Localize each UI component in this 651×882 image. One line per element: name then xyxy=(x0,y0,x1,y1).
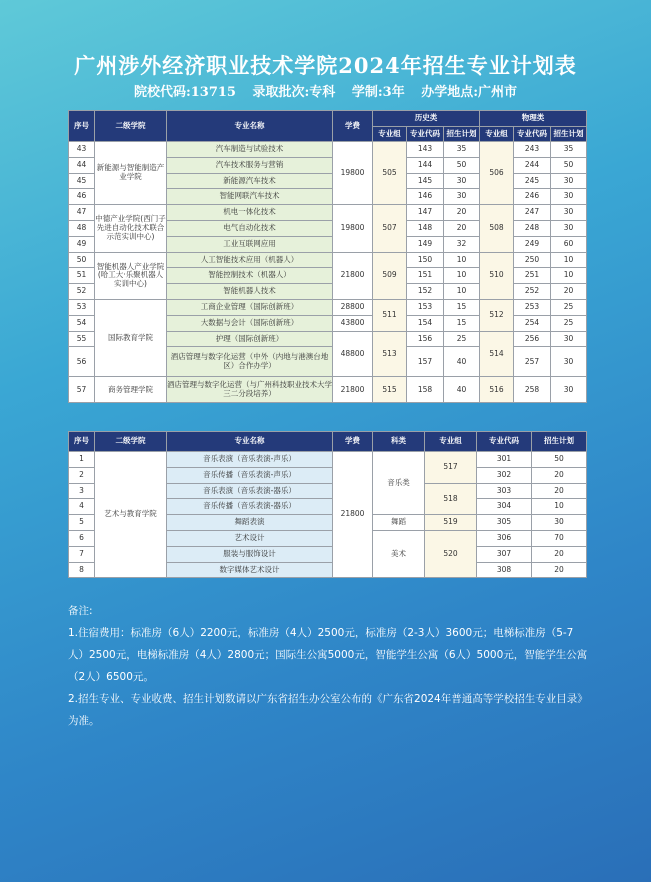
seq-cell: 45 xyxy=(69,173,95,189)
physics-code-cell: 249 xyxy=(514,236,551,252)
history-plan-cell: 20 xyxy=(444,205,480,221)
physics-code-cell: 254 xyxy=(514,315,551,331)
history-code-cell: 144 xyxy=(407,157,444,173)
physics-group-cell: 514 xyxy=(480,331,514,377)
fee-cell: 28800 xyxy=(333,299,373,315)
admission-batch: 录取批次:专科 xyxy=(252,85,336,100)
major-cell: 舞蹈表演 xyxy=(167,515,333,531)
seq-cell: 46 xyxy=(69,189,95,205)
history-code-cell: 153 xyxy=(407,299,444,315)
major-cell: 机电一体化技术 xyxy=(167,205,333,221)
seq-cell: 52 xyxy=(69,284,95,300)
group-cell: 519 xyxy=(425,515,477,531)
seq-cell: 4 xyxy=(69,499,95,515)
seq-cell: 51 xyxy=(69,268,95,284)
major-cell: 音乐表演（音乐表演-器乐） xyxy=(167,483,333,499)
physics-plan-cell: 50 xyxy=(551,157,587,173)
seq-cell: 54 xyxy=(69,315,95,331)
major-cell: 数字媒体艺术设计 xyxy=(167,562,333,578)
seq-cell: 5 xyxy=(69,515,95,531)
header-college: 二级学院 xyxy=(95,432,167,452)
history-plan-cell: 15 xyxy=(444,299,480,315)
history-plan-cell: 20 xyxy=(444,220,480,236)
school-code: 院校代码:13715 xyxy=(133,85,236,100)
physics-plan-cell: 30 xyxy=(551,173,587,189)
history-group-cell: 515 xyxy=(373,377,407,403)
study-duration: 学制:3年 xyxy=(351,85,405,100)
header-group: 专业组 xyxy=(425,432,477,452)
code-cell: 307 xyxy=(477,546,532,562)
code-cell: 302 xyxy=(477,467,532,483)
physics-plan-cell: 30 xyxy=(551,331,587,347)
history-plan-cell: 15 xyxy=(444,315,480,331)
college-cell: 商务管理学院 xyxy=(95,377,167,403)
header-history-group: 专业组 xyxy=(373,127,407,142)
history-group-cell: 513 xyxy=(373,331,407,377)
history-code-cell: 156 xyxy=(407,331,444,347)
header-history-plan: 招生计划 xyxy=(444,127,480,142)
header-college: 二级学院 xyxy=(95,111,167,142)
seq-cell: 7 xyxy=(69,546,95,562)
major-cell: 电气自动化技术 xyxy=(167,220,333,236)
physics-plan-cell: 60 xyxy=(551,236,587,252)
history-code-cell: 145 xyxy=(407,173,444,189)
history-plan-cell: 40 xyxy=(444,347,480,377)
history-plan-cell: 35 xyxy=(444,142,480,158)
group-cell: 518 xyxy=(425,483,477,515)
code-cell: 305 xyxy=(477,515,532,531)
physics-group-cell: 506 xyxy=(480,142,514,205)
history-group-cell: 509 xyxy=(373,252,407,299)
campus-location: 办学地点:广州市 xyxy=(421,85,518,100)
seq-cell: 6 xyxy=(69,530,95,546)
category-cell: 音乐类 xyxy=(373,452,425,515)
history-plan-cell: 30 xyxy=(444,189,480,205)
history-code-cell: 146 xyxy=(407,189,444,205)
major-cell: 工业互联网应用 xyxy=(167,236,333,252)
history-code-cell: 149 xyxy=(407,236,444,252)
major-cell: 工商企业管理（国际创新班） xyxy=(167,299,333,315)
history-plan-cell: 10 xyxy=(444,268,480,284)
history-group-cell: 511 xyxy=(373,299,407,331)
table-row xyxy=(69,252,587,268)
category-cell: 美术 xyxy=(373,530,425,577)
page-subtitle xyxy=(0,81,651,100)
seq-cell: 1 xyxy=(69,452,95,468)
plan-cell: 30 xyxy=(532,515,587,531)
physics-code-cell: 244 xyxy=(514,157,551,173)
header-major: 专业名称 xyxy=(167,111,333,142)
physics-code-cell: 247 xyxy=(514,205,551,221)
physics-code-cell: 253 xyxy=(514,299,551,315)
history-plan-cell: 10 xyxy=(444,252,480,268)
code-cell: 303 xyxy=(477,483,532,499)
physics-plan-cell: 30 xyxy=(551,377,587,403)
plan-cell: 70 xyxy=(532,530,587,546)
physics-plan-cell: 30 xyxy=(551,347,587,377)
fee-cell: 43800 xyxy=(333,315,373,331)
history-plan-cell: 10 xyxy=(444,284,480,300)
physics-code-cell: 243 xyxy=(514,142,551,158)
physics-plan-cell: 10 xyxy=(551,252,587,268)
plan-cell: 20 xyxy=(532,546,587,562)
college-cell: 智能机器人产业学院(哈工大·乐聚机器人实训中心) xyxy=(95,252,167,299)
seq-cell: 8 xyxy=(69,562,95,578)
major-cell: 艺术设计 xyxy=(167,530,333,546)
table-row xyxy=(69,205,587,221)
major-cell: 汽车技术服务与营销 xyxy=(167,157,333,173)
physics-plan-cell: 35 xyxy=(551,142,587,158)
physics-plan-cell: 20 xyxy=(551,284,587,300)
physics-group-cell: 512 xyxy=(480,299,514,331)
code-cell: 304 xyxy=(477,499,532,515)
major-cell: 音乐传播（音乐表演-器乐） xyxy=(167,499,333,515)
major-cell: 大数据与会计（国际创新班） xyxy=(167,315,333,331)
code-cell: 308 xyxy=(477,562,532,578)
physics-code-cell: 250 xyxy=(514,252,551,268)
history-code-cell: 152 xyxy=(407,284,444,300)
major-cell: 音乐传播（音乐表演-声乐） xyxy=(167,467,333,483)
art-enrollment-table xyxy=(68,431,587,578)
header-category: 科类 xyxy=(373,432,425,452)
header-fee: 学费 xyxy=(333,432,373,452)
note-accommodation: 1.住宿费用：标准房（6人）2200元，标准房（4人）2500元，标准房（2-3人）3600元；电梯标准房（5-7人）2500元，电梯标准房（4人）2800元；国际生公寓5000元，智能学生公寓（6人）5000元，智能学生公寓（2人）6500元。 xyxy=(68,627,588,683)
code-cell: 301 xyxy=(477,452,532,468)
physics-plan-cell: 30 xyxy=(551,220,587,236)
physics-code-cell: 252 xyxy=(514,284,551,300)
seq-cell: 44 xyxy=(69,157,95,173)
major-cell: 智能网联汽车技术 xyxy=(167,189,333,205)
notes-heading: 备注: xyxy=(68,605,93,617)
physics-code-cell: 258 xyxy=(514,377,551,403)
header-fee: 学费 xyxy=(333,111,373,142)
header-history-code: 专业代码 xyxy=(407,127,444,142)
history-code-cell: 154 xyxy=(407,315,444,331)
physics-plan-cell: 30 xyxy=(551,189,587,205)
history-group-cell: 507 xyxy=(373,205,407,252)
table-row xyxy=(69,452,587,468)
major-cell: 智能控制技术（机器人） xyxy=(167,268,333,284)
history-plan-cell: 50 xyxy=(444,157,480,173)
college-cell: 艺术与教育学院 xyxy=(95,452,167,578)
major-cell: 智能机器人技术 xyxy=(167,284,333,300)
seq-cell: 56 xyxy=(69,347,95,377)
header-physics-group: 专业组 xyxy=(480,127,514,142)
physics-plan-cell: 25 xyxy=(551,315,587,331)
note-disclaimer: 2.招生专业、专业收费、招生计划数请以广东省招生办公室公布的《广东省2024年普通高等学校招生专业目录》为准。 xyxy=(68,693,588,727)
college-cell: 中德产业学院(西门子先进自动化技术联合示范实训中心) xyxy=(95,205,167,252)
plan-cell: 20 xyxy=(532,483,587,499)
major-cell: 服装与服饰设计 xyxy=(167,546,333,562)
physics-group-cell: 510 xyxy=(480,252,514,299)
history-plan-cell: 25 xyxy=(444,331,480,347)
fee-cell: 21800 xyxy=(333,252,373,299)
physics-plan-cell: 10 xyxy=(551,268,587,284)
history-plan-cell: 30 xyxy=(444,173,480,189)
seq-cell: 50 xyxy=(69,252,95,268)
college-cell: 新能源与智能制造产业学院 xyxy=(95,142,167,205)
group-cell: 517 xyxy=(425,452,477,484)
plan-cell: 50 xyxy=(532,452,587,468)
physics-group-cell: 516 xyxy=(480,377,514,403)
seq-cell: 43 xyxy=(69,142,95,158)
physics-code-cell: 245 xyxy=(514,173,551,189)
code-cell: 306 xyxy=(477,530,532,546)
plan-cell: 20 xyxy=(532,467,587,483)
history-code-cell: 151 xyxy=(407,268,444,284)
major-cell: 汽车制造与试验技术 xyxy=(167,142,333,158)
seq-cell: 3 xyxy=(69,483,95,499)
header-code: 专业代码 xyxy=(477,432,532,452)
major-cell: 人工智能技术应用（机器人） xyxy=(167,252,333,268)
header-major: 专业名称 xyxy=(167,432,333,452)
group-cell: 520 xyxy=(425,530,477,577)
header-seq: 序号 xyxy=(69,111,95,142)
plan-cell: 20 xyxy=(532,562,587,578)
major-cell: 音乐表演（音乐表演-声乐） xyxy=(167,452,333,468)
physics-plan-cell: 25 xyxy=(551,299,587,315)
history-group-cell: 505 xyxy=(373,142,407,205)
major-cell: 护理（国际创新班） xyxy=(167,331,333,347)
history-code-cell: 158 xyxy=(407,377,444,403)
fee-cell: 48800 xyxy=(333,331,373,377)
physics-code-cell: 256 xyxy=(514,331,551,347)
page-title: 广州涉外经济职业技术学院2024年招生专业计划表 xyxy=(74,53,577,78)
seq-cell: 57 xyxy=(69,377,95,403)
history-plan-cell: 40 xyxy=(444,377,480,403)
header-physics-code: 专业代码 xyxy=(514,127,551,142)
enrollment-plan-table xyxy=(68,110,587,403)
seq-cell: 2 xyxy=(69,467,95,483)
notes-section xyxy=(68,600,588,732)
header-history: 历史类 xyxy=(373,111,480,127)
header-seq: 序号 xyxy=(69,432,95,452)
physics-code-cell: 248 xyxy=(514,220,551,236)
plan-cell: 10 xyxy=(532,499,587,515)
header-physics: 物理类 xyxy=(480,111,587,127)
history-code-cell: 150 xyxy=(407,252,444,268)
header-plan: 招生计划 xyxy=(532,432,587,452)
table-row xyxy=(69,142,587,158)
header-physics-plan: 招生计划 xyxy=(551,127,587,142)
major-cell: 新能源汽车技术 xyxy=(167,173,333,189)
fee-cell: 21800 xyxy=(333,377,373,403)
history-code-cell: 143 xyxy=(407,142,444,158)
major-cell: 酒店管理与数字化运营（中外（内地与港澳台地区）合作办学） xyxy=(167,347,333,377)
table-row xyxy=(69,299,587,315)
category-cell: 舞蹈 xyxy=(373,515,425,531)
seq-cell: 49 xyxy=(69,236,95,252)
physics-group-cell: 508 xyxy=(480,205,514,252)
physics-code-cell: 257 xyxy=(514,347,551,377)
seq-cell: 53 xyxy=(69,299,95,315)
table-row xyxy=(69,377,587,403)
seq-cell: 47 xyxy=(69,205,95,221)
history-code-cell: 157 xyxy=(407,347,444,377)
fee-cell: 21800 xyxy=(333,452,373,578)
college-cell: 国际教育学院 xyxy=(95,299,167,376)
fee-cell: 19800 xyxy=(333,142,373,205)
physics-code-cell: 251 xyxy=(514,268,551,284)
fee-cell: 19800 xyxy=(333,205,373,252)
seq-cell: 48 xyxy=(69,220,95,236)
history-code-cell: 148 xyxy=(407,220,444,236)
history-plan-cell: 32 xyxy=(444,236,480,252)
seq-cell: 55 xyxy=(69,331,95,347)
history-code-cell: 147 xyxy=(407,205,444,221)
major-cell: 酒店管理与数字化运营（与广州科技职业技术大学三二分段培养） xyxy=(167,377,333,403)
physics-code-cell: 246 xyxy=(514,189,551,205)
physics-plan-cell: 30 xyxy=(551,205,587,221)
